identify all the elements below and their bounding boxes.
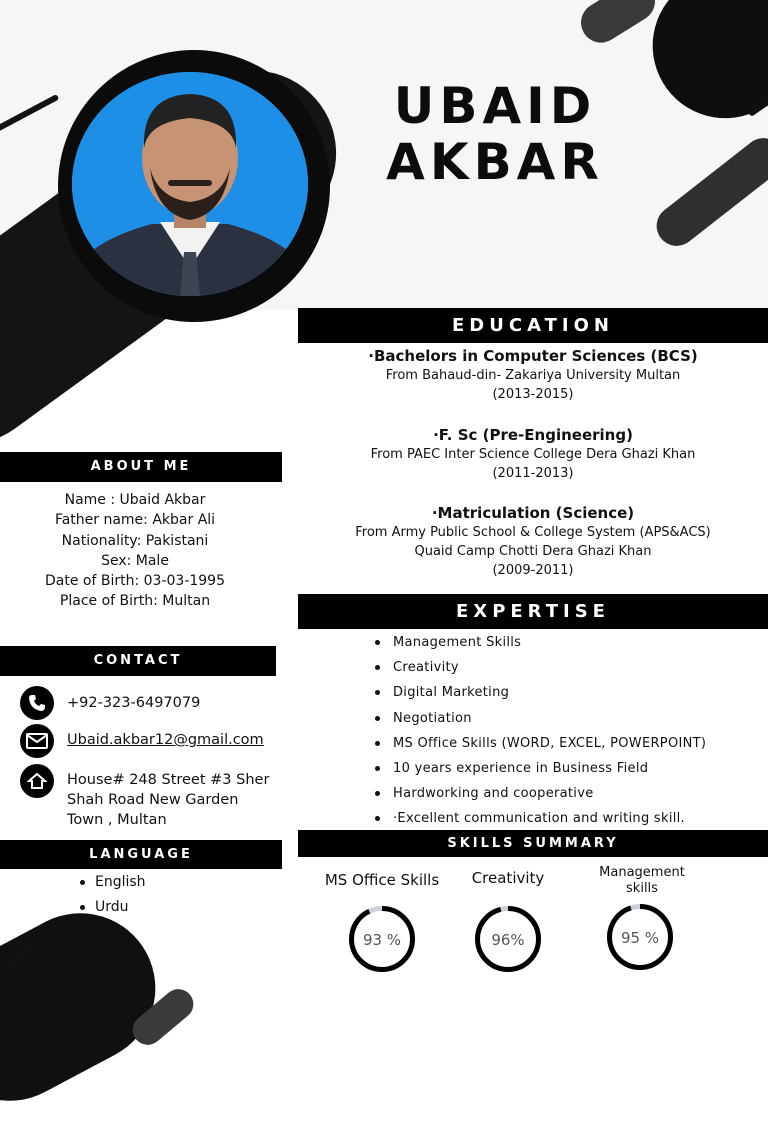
- about-nationality: Nationality: Pakistani: [61, 532, 209, 549]
- language-list: [78, 870, 146, 920]
- education-entry: [298, 503, 768, 580]
- list-item: 10 years experience in Business Field: [368, 758, 706, 783]
- education-heading: EDUCATION: [298, 308, 768, 343]
- about-details: [0, 490, 270, 612]
- gauge-value: 93 %: [362, 931, 402, 949]
- contact-email: [20, 724, 264, 758]
- education-entry: [298, 346, 768, 404]
- phone-icon: [20, 686, 54, 720]
- skill-label-creativity: Creativity: [471, 869, 545, 887]
- person-portrait-icon: [72, 72, 308, 296]
- profile-photo: [72, 72, 308, 296]
- contact-phone: [20, 686, 200, 720]
- skill-gauge-creativity: [473, 904, 543, 974]
- language-heading: LANGUAGE: [0, 840, 282, 869]
- about-place-of-birth: Place of Birth: Multan: [59, 593, 211, 610]
- phone-number[interactable]: +92-323-6497079: [67, 695, 201, 711]
- expertise-heading: EXPERTISE: [298, 594, 768, 629]
- skill-gauge-ms-office: [347, 904, 417, 974]
- list-item: Hardworking and cooperative: [368, 783, 706, 808]
- education-institution: From PAEC Inter Science College Dera Ghazi Khan: [370, 447, 696, 462]
- education-degree: ·F. Sc (Pre-Engineering): [433, 426, 633, 444]
- gauge-value: 96%: [491, 931, 525, 949]
- first-name: UBAID: [393, 77, 597, 135]
- list-item: Negotiation: [368, 708, 706, 733]
- email-icon: [20, 724, 54, 758]
- education-years: (2009-2011): [492, 563, 574, 578]
- list-item: English: [78, 870, 146, 895]
- gauge-value: 95 %: [620, 929, 660, 947]
- education-institution-line2: Quaid Camp Chotti Dera Ghazi Khan: [414, 544, 652, 559]
- last-name: AKBAR: [386, 133, 604, 191]
- email-link[interactable]: Ubaid.akbar12@gmail.com: [67, 732, 264, 748]
- contact-address: [20, 764, 277, 830]
- skill-label-ms-office: MS Office Skills: [324, 871, 440, 889]
- list-item: Creativity: [368, 657, 706, 682]
- candidate-name: [330, 78, 660, 190]
- education-entry: [298, 425, 768, 483]
- list-item: Urdu: [78, 895, 146, 920]
- education-degree: ·Bachelors in Computer Sciences (BCS): [368, 347, 698, 365]
- education-years: (2013-2015): [492, 387, 574, 402]
- address-text: House# 248 Street #3 Sher Shah Road New Garden Town , Multan: [67, 772, 270, 828]
- list-item: Management Skills: [368, 632, 706, 657]
- education-institution: From Army Public School & College System (APS&ACS): [355, 525, 711, 540]
- about-father-name: Father name: Akbar Ali: [54, 512, 216, 529]
- education-institution: From Bahaud-din- Zakariya University Multan: [385, 368, 681, 383]
- list-item: Digital Marketing: [368, 682, 706, 707]
- skill-label-management: Management skills: [599, 865, 685, 896]
- expertise-list: [368, 632, 706, 834]
- skills-summary-heading: SKILLS SUMMARY: [298, 830, 768, 857]
- about-heading: ABOUT ME: [0, 452, 282, 482]
- contact-heading: CONTACT: [0, 646, 276, 676]
- about-sex: Sex: Male: [101, 552, 169, 569]
- skill-gauge-management: [605, 902, 675, 972]
- list-item: MS Office Skills (WORD, EXCEL, POWERPOINT): [368, 733, 706, 758]
- education-degree: ·Matriculation (Science): [431, 504, 635, 522]
- education-years: (2011-2013): [492, 466, 574, 481]
- home-icon: [20, 764, 54, 798]
- list-item: ·Excellent communication and writing skill.: [368, 808, 706, 833]
- about-date-of-birth: Date of Birth: 03-03-1995: [45, 573, 225, 590]
- about-name: Name : Ubaid Akbar: [64, 492, 206, 508]
